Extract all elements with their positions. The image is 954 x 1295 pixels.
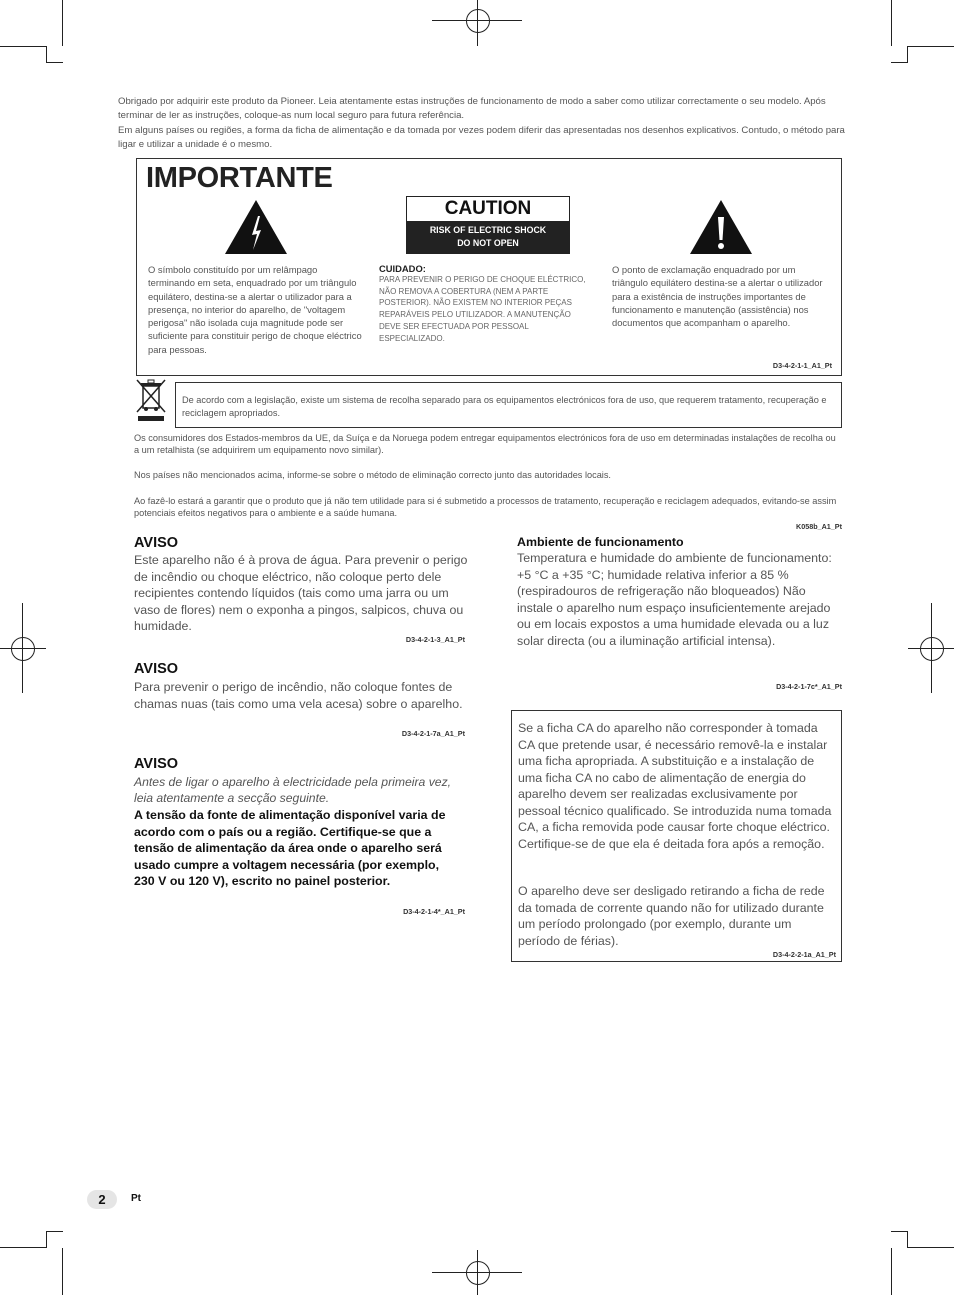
aviso-text: Este aparelho não é à prova de água. Para prevenir o perigo de incêndio ou choque eléctrico, não coloque perto dele recipientes contendo líquidos (tais como uma jarra ou um vaso de flores) nem o exponha a pingos, salpicos, chuva ou humidade. xyxy=(134,553,468,633)
intro-paragraph: Obrigado por adquirir este produto da Pioneer. Leia atentamente estas instruções de funcionamento de modo a saber como utilizar correctamente o seu modelo. Após terminar de ler as instruções, coloque-as num local seguro para futura referência. xyxy=(118,96,826,122)
intro-paragraph: Em alguns países ou regiões, a forma da ficha de alimentação e da tomada por vezes podem diferir das apresentadas nos desenhos explicativos. Contudo, o método para ligar e utilizar a unidade é o mesmo. xyxy=(118,124,845,150)
doc-code: D3-4-2-1-7a_A1_Pt xyxy=(401,729,465,738)
weee-notice-box: De acordo com a legislação, existe um sistema de recolha separado para os equipamentos electrónicos fora de uso, que requerem tratamento, recuperação e reciclagem apropriados. xyxy=(175,382,842,428)
caution-word: CAUTION xyxy=(444,198,532,219)
caution-line: DO NOT OPEN xyxy=(457,238,519,248)
aviso-italic-text: Antes de ligar o aparelho à electricidade pela primeira vez, leia atentamente a secção seguinte. xyxy=(134,775,452,805)
aviso-heading: AVISO xyxy=(134,535,179,551)
importante-title: IMPORTANTE xyxy=(146,162,333,194)
weee-paragraph: Nos países não mencionados acima, informe-se sobre o método de eliminação correcto junto das autoridades locais. xyxy=(134,470,611,480)
intro-text xyxy=(118,95,853,152)
doc-code: D3-4-2-1-4*_A1_Pt xyxy=(403,907,465,916)
crossed-bin-icon xyxy=(135,378,167,422)
lightning-description: O símbolo constituído por um relâmpago terminando em seta, enquadrado por um triângulo equilátero, destina-se a alertar o utilizador para a presença, no interior do aparelho, de "voltagem perigosa" não isolada cuja magnitude pode ser suficiente para constituir perigo de choque eléctrico para pessoas. xyxy=(148,264,362,355)
exclamation-warning-icon xyxy=(689,199,753,255)
lightning-warning-icon xyxy=(224,199,288,255)
ac-plug-box xyxy=(511,710,842,962)
doc-code: D3-4-2-2-1a_A1_Pt xyxy=(772,950,836,959)
aviso-heading: AVISO xyxy=(134,661,179,677)
ambiente-heading: Ambiente de funcionamento xyxy=(517,535,684,549)
ac-plug-text: Se a ficha CA do aparelho não corresponder à tomada CA que pretende usar, é necessário removê-la e instalar uma ficha apropriada. A substituição e a instalação de uma ficha CA no cabo de alimentação de energia do aparelho devem ser realizadas exclusivamente por pessoal técnico qualificado. Se introduzida numa tomada CA, a ficha removida pode causar forte choque eléctrico. Certifique-se de que ela é deitada fora após a remoção. xyxy=(518,721,832,851)
ac-plug-text: O aparelho deve ser desligado retirando a ficha de rede da tomada de corrente quando não for utilizado durante um período prolongado (por exemplo, durante um período de férias). xyxy=(518,884,825,948)
caution-line: RISK OF ELECTRIC SHOCK xyxy=(429,225,547,235)
page-number: 2 xyxy=(87,1190,117,1209)
doc-code: D3-4-2-1-3_A1_Pt xyxy=(405,635,465,644)
doc-code: D3-4-2-1-1_A1_Pt xyxy=(772,361,832,370)
caution-band xyxy=(407,221,569,254)
aviso-heading: AVISO xyxy=(134,756,179,772)
cuidado-heading: CUIDADO: xyxy=(379,263,426,274)
doc-code: D3-4-2-1-7c*_A1_Pt xyxy=(776,682,842,691)
weee-paragraph: Ao fazê-lo estará a garantir que o produto que já não tem utilidade para si é submetido a processos de tratamento, recuperação e reciclagem adequados, evitando-se assim potenciais efeitos negativos para o ambiente e a saúde humana. xyxy=(134,496,837,518)
caution-label xyxy=(406,196,570,254)
doc-code: K058b_A1_Pt xyxy=(796,522,842,531)
ambiente-text: Temperatura e humidade do ambiente de funcionamento: +5 °C a +35 °C; humidade relativa inferior a 85 % (respiradouros de refrigeração não bloqueados) Não instale o aparelho num espaço insuficientemente arejado ou em locais expostos a uma humidade elevada ou a luz solar directa (ou a iluminação artificial intensa). xyxy=(517,551,832,648)
exclamation-description: O ponto de exclamação enquadrado por um triângulo equilátero destina-se a alertar o utilizador para a existência de instruções importantes de funcionamento e manutenção (assistência) nos documentos que acompanham o aparelho. xyxy=(612,264,823,329)
cuidado-text: PARA PREVENIR O PERIGO DE CHOQUE ELÉCTRICO, NÃO REMOVA A COBERTURA (NEM A PARTE POSTERIOR). NÃO EXISTEM NO INTERIOR PEÇAS REPARÁVEIS PELO UTILIZADOR. A MANUTENÇÃO DEVE SER EFECTUADA POR PESSOAL ESPECIALIZADO. xyxy=(379,275,586,343)
weee-paragraph: Os consumidores dos Estados-membros da UE, da Suíça e da Noruega podem entregar equipamentos electrónicos fora de uso em determinadas instalações de recolha ou a um retalhista (se adquirirem um equipamento novo similar). xyxy=(134,433,836,455)
cuidado-block xyxy=(379,263,593,344)
page-language: Pt xyxy=(131,1193,141,1204)
aviso-text: Para prevenir o perigo de incêndio, não coloque fontes de chamas nuas (tais como uma vela acesa) sobre o aparelho. xyxy=(134,680,463,711)
aviso-bold-text: A tensão da fonte de alimentação disponível varia de acordo com o país ou a região. Certifique-se que a tensão de alimentação da área onde o aparelho será usado cumpre a voltagem necessária (por exemplo, 230 V ou 120 V), escrito no painel posterior. xyxy=(134,808,446,888)
